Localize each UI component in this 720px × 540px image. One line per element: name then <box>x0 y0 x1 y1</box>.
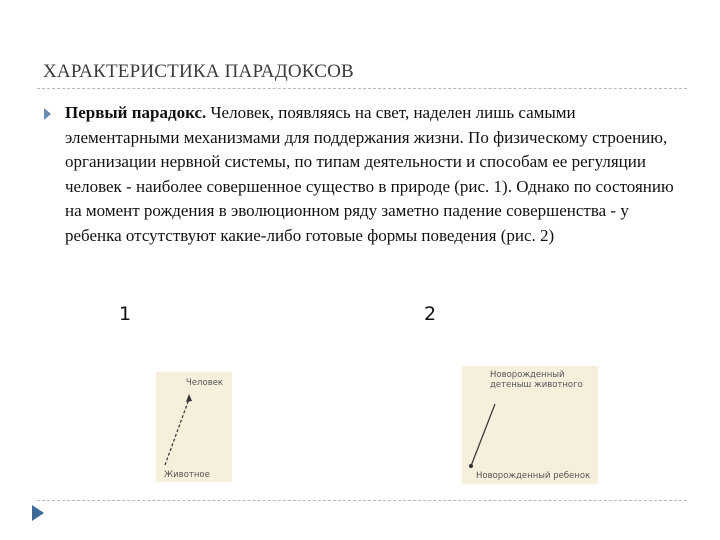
title-divider <box>37 88 687 89</box>
figure-1-diagram <box>156 372 232 482</box>
figure-2-top-label-line2: детеныш животного <box>490 380 583 390</box>
figure-2 <box>462 366 598 484</box>
figure-1-top-label: Человек <box>186 378 224 388</box>
footer-divider <box>37 500 687 501</box>
figure-1-bottom-label: Животное <box>164 470 210 480</box>
figure-2-line <box>471 404 495 466</box>
figure-1-dashed-arrow-line <box>165 399 189 465</box>
figure-2-bottom-label: Новорожденный ребенок <box>476 471 591 481</box>
figure-1 <box>156 372 232 482</box>
figure-2-start-dot <box>469 464 473 468</box>
figure-2-top-label-line1: Новорожденный <box>490 370 565 380</box>
paradox-text: Человек, появляясь на свет, наделен лишь самыми элементарными механизмами для поддержания жизни. По физическому строению, организации нервной системы, по типам деятельности и способам ее регуляции человек - наиболее совершенное существо в природе (рис. 1). Однако по состоянию на момент рождения в эволюционном ряду заметно падение совершенства - у ребенка отсутствуют какие-либо готовые формы поведения (рис. 2) <box>65 103 674 245</box>
figure-1-arrowhead-icon <box>186 394 192 402</box>
figure-1-number: 1 <box>119 303 132 325</box>
bullet-arrow-icon <box>44 108 51 120</box>
paradox-lead: Первый парадокс. <box>65 103 207 122</box>
slide-title: ХАРАКТЕРИСТИКА ПАРАДОКСОВ <box>43 61 354 82</box>
first-paradox-paragraph <box>65 101 680 249</box>
figure-2-number: 2 <box>424 303 437 325</box>
corner-arrow-icon <box>32 505 44 521</box>
